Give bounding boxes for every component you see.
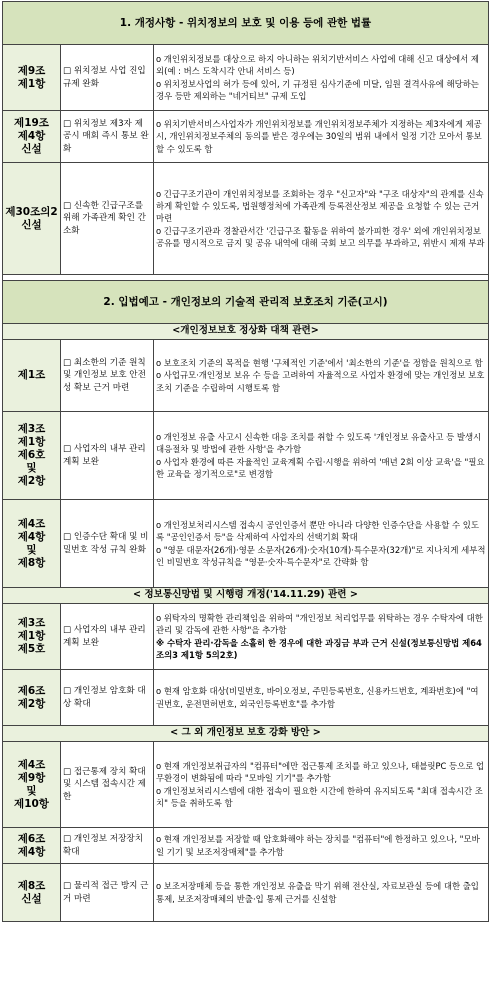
section-title: 2. 입법예고 - 개인정보의 기술적 관리적 보호조치 기준(고시): [3, 281, 489, 324]
article-line: 제5호: [17, 643, 46, 655]
description-line: o 위치기반서비스사업자가 개인위치정보를 개인위치정보주체가 지정하는 제3자에게 제공시, 개인위치정보주체의 동의를 받은 경우에는 30일의 범위 내에서 일정 기간 모아서 통보할 수 있도록 함: [156, 119, 482, 154]
description-line: o 개인정보 유출 사고시 신속한 대응 조치를 취할 수 있도록 '개인정보 유출사고 등 발생시 대응절차 및 방법에 관한 사항'을 추가함: [156, 432, 482, 455]
table-row: [3, 742, 489, 828]
item-cell: □ 위치정보 사업 진입규제 완화: [61, 45, 154, 111]
group-header: [3, 588, 489, 604]
comparison-table: [2, 1, 489, 922]
article-line: 제1조: [17, 369, 46, 381]
description-cell: [154, 45, 489, 111]
item-cell: □ 최소한의 기준 원칙 및 개인정보 보호 안전성 확보 근거 마련: [61, 340, 154, 412]
item-cell: □ 인증수단 확대 및 비밀번호 작성 규칙 완화: [61, 500, 154, 588]
group-title: < 정보통신망법 및 시행령 개정('14.11.29) 관련 >: [3, 588, 489, 604]
table-row: [3, 864, 489, 922]
description-cell: [154, 670, 489, 726]
article-line: 제6호: [17, 449, 46, 461]
description-cell: [154, 340, 489, 412]
article-line: 제8조: [17, 879, 46, 892]
description-line: o 현재 개인정보취급자의 "컴퓨터"에만 접근통제 조치를 하고 있으나, 태블릿PC 등으로 업무환경이 변화됨에 따라 "모바일 기기"를 추가함: [156, 761, 485, 784]
item-cell: □ 위치정보 제3자 제공시 매회 즉시 통보 완화: [61, 111, 154, 163]
article-line: 제6조: [17, 684, 46, 697]
table-row: [3, 500, 489, 588]
article-line: 제1항: [17, 77, 46, 90]
article-line: 제4조: [17, 758, 46, 771]
description-cell: [154, 864, 489, 922]
article-cell: [3, 670, 61, 726]
article-line: 신설: [21, 143, 42, 155]
article-line: 제9항: [17, 771, 46, 784]
article-line: 제3조: [17, 423, 46, 435]
table-row: [3, 163, 489, 275]
article-line: 제8항: [17, 556, 46, 569]
description-line: o 위치정보사업의 허가 등에 있어, 기 규정된 심사기준에 미달, 임원 결격사유에 해당하는 경우 등만 제외하는 "네거티브" 규제 도입: [156, 78, 479, 101]
description-cell: [154, 742, 489, 828]
item-cell: □ 사업자의 내부 관리계획 보완: [61, 604, 154, 670]
item-cell: □ 개인정보 저장장치 확대: [61, 828, 154, 864]
item-cell: □ 물리적 접근 방지 근거 마련: [61, 864, 154, 922]
table-row: [3, 340, 489, 412]
description-line: o 보호조치 기준의 목적을 현행 '구체적인 기준'에서 '최소한의 기준'을 정함을 원칙으로 함: [156, 358, 483, 369]
article-line: 제3조: [17, 617, 46, 629]
section-header: [3, 281, 489, 324]
description-line: o 긴급구조기관이 개인위치정보를 조회하는 경우 "신고자"와 "구조 대상자"의 관계를 신속하게 확인할 수 있도록, 법원행정처에 가족관계 등록전산정보 제공을 요청할 수 있는 근거 마련: [156, 189, 484, 224]
description-cell: [154, 500, 489, 588]
description-note: ※ 수탁자 관리·감독을 소홀히 한 경우에 대한 과징금 부과 근거 신설(정보통신망법 제64조의3 제1항 5의2호): [156, 637, 482, 660]
article-cell: [3, 500, 61, 588]
description-line: o 사업자 환경에 따른 자율적인 교육계획 수립·시행을 위하여 '매년 2회 이상 교육'을 "필요한 교육을 정기적으로"로 변경함: [156, 456, 485, 479]
article-cell: [3, 163, 61, 275]
table-row: [3, 111, 489, 163]
item-cell: □ 접근통제 장치 확대 및 시스템 접속시간 제한: [61, 742, 154, 828]
article-line: 제2항: [17, 475, 46, 487]
article-line: 제6조: [17, 832, 46, 845]
group-title: <개인정보보호 정상화 대책 관련>: [3, 324, 489, 340]
article-line: 및: [26, 543, 37, 556]
article-cell: [3, 340, 61, 412]
group-title: < 그 외 개인정보 보호 강화 방안 >: [3, 726, 489, 742]
item-cell: □ 사업자의 내부 관리계획 보완: [61, 412, 154, 500]
description-cell: [154, 604, 489, 670]
description-line: o 개인위치정보를 대상으로 하지 아니하는 위치기반서비스 사업에 대해 신고 대상에서 제외(예 : 버스 도착시각 안내 서비스 등): [156, 54, 479, 77]
section-header: [3, 2, 489, 45]
article-cell: [3, 604, 61, 670]
description-line: o 사업규모·개인정보 보유 수 등을 고려하여 자율적으로 사업자 환경에 맞는 개인정보 보호조치 기준을 수립하여 시행토록 함: [156, 370, 485, 393]
description-line: o 긴급구조기관과 경찰관서간 '긴급구조 활동을 위하여 불가피한 경우' 외에 개인위치정보 공유를 명시적으로 금지 및 공유 내역에 대해 국회 보고 의무를 부과하고, 위반시 제재 부과: [156, 225, 485, 248]
description-line: o 개인정보처리시스템 접속시 공인인증서 뿐만 아니라 다양한 인증수단을 사용할 수 있도록 "공인인증서 등"을 삭제하여 사업자의 선택기회 확대: [156, 520, 479, 543]
description-cell: [154, 828, 489, 864]
article-line: 제1항: [17, 630, 46, 642]
item-cell: □ 개인정보 암호화 대상 확대: [61, 670, 154, 726]
article-line: 제30조의2: [5, 205, 58, 218]
article-line: 제4항: [17, 530, 46, 543]
description-line: o 위탁자의 명확한 관리책임을 위하여 "개인정보 처리업무를 위탁하는 경우 수탁자에 대한 관리 및 감독에 관한 사항"을 추가함: [156, 613, 483, 636]
group-header: [3, 726, 489, 742]
table-row: [3, 828, 489, 864]
description-cell: [154, 111, 489, 163]
article-line: 제4조: [17, 517, 46, 530]
description-cell: [154, 412, 489, 500]
article-cell: [3, 742, 61, 828]
description-line: o 현재 암호화 대상(비밀번호, 바이오정보, 주민등록번호, 신용카드번호, 계좌번호)에 "여권번호, 운전면허번호, 외국인등록번호"를 추가함: [156, 686, 479, 709]
table-row: [3, 412, 489, 500]
article-line: 제4항: [17, 845, 46, 858]
description-line: o 보조저장매체 등을 통한 개인정보 유출을 막기 위해 전산실, 자료보관실 등에 대한 출입통제, 보조저장매체의 반출·입 통제 근거를 신설함: [156, 881, 479, 904]
article-cell: [3, 45, 61, 111]
article-cell: [3, 864, 61, 922]
article-line: 신설: [21, 218, 42, 231]
description-line: o 개인정보처리시스템에 대한 접속이 필요한 시간에 한하여 유지되도록 "최대 접속시간 조치" 등을 취하도록 함: [156, 785, 483, 808]
article-line: 및: [26, 462, 37, 474]
article-line: 제10항: [14, 797, 49, 810]
article-line: 제4항: [17, 130, 46, 142]
article-cell: [3, 111, 61, 163]
section-title: 1. 개정사항 - 위치정보의 보호 및 이용 등에 관한 법률: [3, 2, 489, 45]
article-line: 및: [26, 784, 37, 797]
table-row: [3, 45, 489, 111]
table-row: [3, 670, 489, 726]
article-cell: [3, 412, 61, 500]
article-line: 제2항: [17, 697, 46, 710]
article-line: 제19조: [14, 117, 49, 129]
article-line: 제1항: [17, 436, 46, 448]
description-cell: [154, 163, 489, 275]
table-row: [3, 604, 489, 670]
description-line: o "영문 대문자(26개)·영문 소문자(26개)·숫자(10개)·특수문자(32개)"로 지나치게 세부적인 비밀번호 작성규칙을 "영문·숫자·특수문자"로 간략화 함: [156, 544, 486, 567]
article-line: 제9조: [17, 64, 46, 77]
group-header: [3, 324, 489, 340]
article-line: 신설: [21, 892, 42, 905]
article-cell: [3, 828, 61, 864]
description-line: o 현재 개인정보를 저장할 때 암호화해야 하는 장치를 "컴퓨터"에 한정하고 있으나, "모바일 기기 및 보조저장매체"를 추가함: [156, 834, 480, 857]
item-cell: □ 신속한 긴급구조를 위해 가족관계 확인 간소화: [61, 163, 154, 275]
